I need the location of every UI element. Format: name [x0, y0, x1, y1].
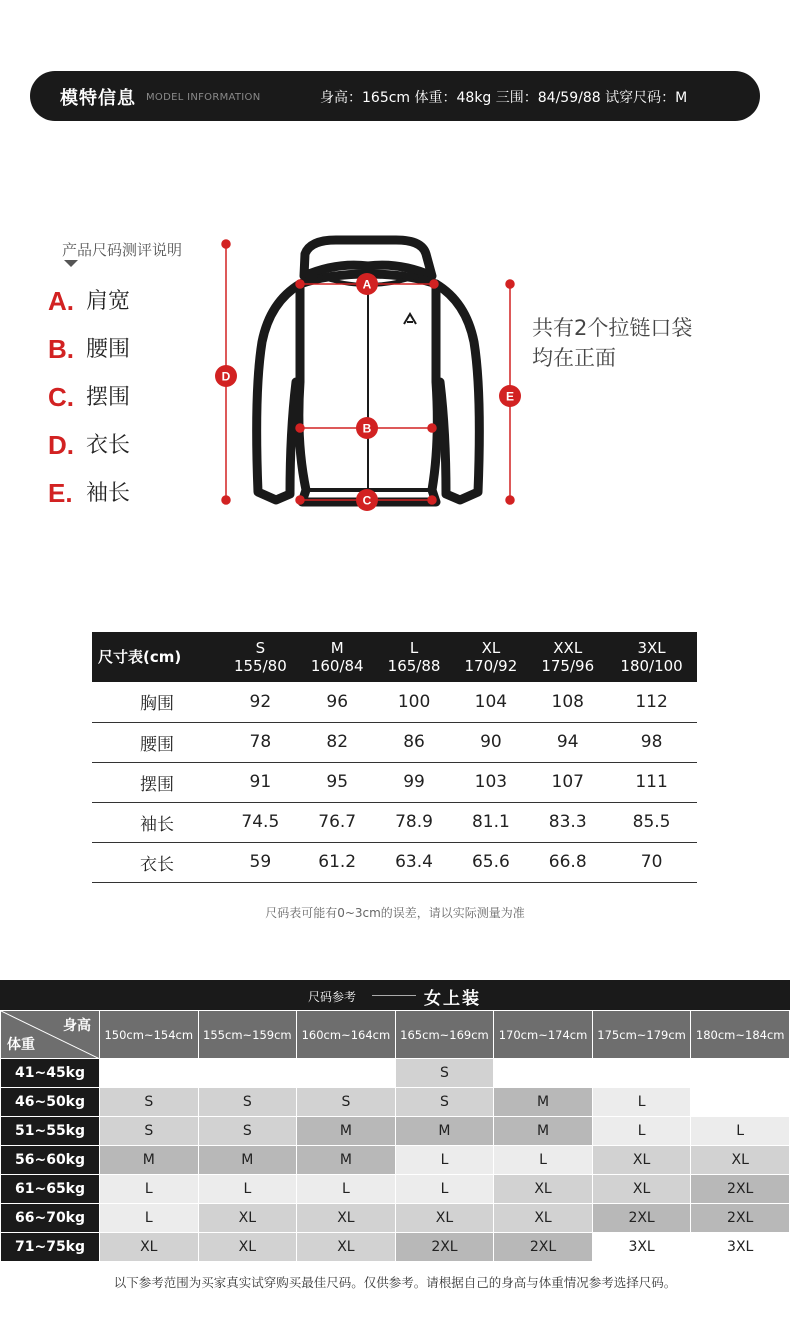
recommended-size-cell — [691, 1059, 790, 1088]
size-chart-header-label: 尺寸表(cm) — [92, 632, 222, 682]
legend-item-b — [48, 332, 130, 365]
size-spec: 180/100 — [620, 657, 683, 675]
size-cell: 63.4 — [376, 842, 453, 882]
recommended-size-cell: S — [395, 1088, 494, 1117]
marker-c-label: C — [362, 493, 372, 508]
size-cell: 111 — [606, 762, 697, 802]
legend-item-e — [48, 476, 130, 509]
reference-row — [1, 1117, 790, 1146]
recommended-size-cell: XL — [297, 1204, 396, 1233]
recommended-size-cell: L — [395, 1146, 494, 1175]
recommended-size-cell: S — [198, 1117, 297, 1146]
legend-item-c — [48, 380, 130, 413]
size-cell: 92 — [222, 682, 299, 722]
reference-row — [1, 1059, 790, 1088]
marker-b-label: B — [362, 421, 372, 436]
size-chart-body — [92, 682, 697, 882]
size-cell: 95 — [299, 762, 376, 802]
measure-dot — [296, 496, 304, 504]
size-column-header — [376, 632, 453, 682]
reference-divider — [372, 995, 416, 996]
measure-dot — [428, 496, 436, 504]
size-chart-row — [92, 682, 697, 722]
recommended-size-cell: M — [494, 1088, 593, 1117]
reference-row — [1, 1146, 790, 1175]
recommended-size-cell: S — [297, 1088, 396, 1117]
size-cell: 78.9 — [376, 802, 453, 842]
recommended-size-cell: M — [198, 1146, 297, 1175]
recommended-size-cell: XL — [592, 1146, 691, 1175]
size-cell: 65.6 — [452, 842, 529, 882]
size-cell: 86 — [376, 722, 453, 762]
corner-height-label: 身高 — [63, 1018, 91, 1034]
marker-a-label: A — [362, 277, 372, 292]
size-column-header — [299, 632, 376, 682]
recommended-size-cell: XL — [297, 1233, 396, 1262]
height-column-header: 170cm~174cm — [494, 1011, 593, 1059]
size-cell: 94 — [529, 722, 606, 762]
recommended-size-cell — [100, 1059, 199, 1088]
legend-name: 腰围 — [86, 337, 131, 362]
height-column-header: 180cm~184cm — [691, 1011, 790, 1059]
recommended-size-cell: XL — [198, 1204, 297, 1233]
recommended-size-cell: S — [100, 1088, 199, 1117]
size-chart-table — [92, 632, 697, 883]
size-chart-row — [92, 762, 697, 802]
size-chart-row — [92, 722, 697, 762]
recommended-size-cell: XL — [494, 1204, 593, 1233]
size-name: XL — [481, 639, 501, 657]
size-cell: 96 — [299, 682, 376, 722]
measure-dot — [222, 240, 230, 248]
recommended-size-cell: 2XL — [691, 1175, 790, 1204]
size-row-label: 腰围 — [92, 722, 222, 762]
caret-down-icon — [64, 260, 78, 267]
pocket-note — [532, 313, 692, 373]
recommended-size-cell — [198, 1059, 297, 1088]
size-name: L — [409, 639, 419, 657]
model-info-bar — [30, 71, 760, 121]
legend-item-a — [48, 284, 130, 317]
measure-dot — [296, 424, 304, 432]
measure-dot — [296, 280, 304, 288]
size-row-label: 袖长 — [92, 802, 222, 842]
reference-header-row — [1, 1011, 790, 1059]
recommended-size-cell: S — [100, 1117, 199, 1146]
size-cell: 70 — [606, 842, 697, 882]
recommended-size-cell: XL — [592, 1175, 691, 1204]
size-cell: 100 — [376, 682, 453, 722]
height-column-header: 150cm~154cm — [100, 1011, 199, 1059]
height-column-header: 155cm~159cm — [198, 1011, 297, 1059]
legend-letter: C. — [48, 382, 74, 412]
size-row-label: 胸围 — [92, 682, 222, 722]
measure-dot — [430, 280, 438, 288]
size-column-header — [222, 632, 299, 682]
recommended-size-cell — [297, 1059, 396, 1088]
recommended-size-cell: M — [494, 1117, 593, 1146]
reference-body — [1, 1059, 790, 1262]
size-cell: 90 — [452, 722, 529, 762]
size-name: 3XL — [637, 639, 666, 657]
size-cell: 103 — [452, 762, 529, 802]
reference-row — [1, 1175, 790, 1204]
recommended-size-cell: L — [592, 1088, 691, 1117]
recommended-size-cell: L — [198, 1175, 297, 1204]
weight-row-header: 51~55kg — [1, 1117, 100, 1146]
size-cell: 78 — [222, 722, 299, 762]
recommended-size-cell: XL — [494, 1175, 593, 1204]
legend-item-d — [48, 428, 130, 461]
model-info-subtitle: MODEL INFORMATION — [146, 92, 261, 103]
size-column-header — [529, 632, 606, 682]
weight-row-header: 71~75kg — [1, 1233, 100, 1262]
size-cell: 98 — [606, 722, 697, 762]
recommended-size-cell: M — [100, 1146, 199, 1175]
recommended-size-cell: 2XL — [592, 1204, 691, 1233]
right-sleeve-shape — [436, 284, 479, 500]
measure-dot — [222, 496, 230, 504]
size-cell: 108 — [529, 682, 606, 722]
measure-dot — [506, 496, 514, 504]
reference-note: 以下参考范围为买家真实试穿购买最佳尺码。仅供参考。请根据自己的身高与体重情况参考选择尺码。 — [113, 1275, 677, 1290]
recommended-size-cell: XL — [100, 1233, 199, 1262]
size-chart-row — [92, 842, 697, 882]
recommended-size-cell: 3XL — [691, 1233, 790, 1262]
recommended-size-cell: XL — [395, 1204, 494, 1233]
recommended-size-cell: L — [691, 1117, 790, 1146]
size-column-header — [606, 632, 697, 682]
size-chart-note: 尺码表可能有0~3cm的误差，请以实际测量为准 — [265, 906, 525, 920]
recommended-size-cell: L — [100, 1175, 199, 1204]
size-spec: 165/88 — [387, 657, 441, 675]
measurement-guide-title: 产品尺码测评说明 — [62, 241, 183, 259]
size-row-label: 衣长 — [92, 842, 222, 882]
legend-letter: D. — [48, 430, 74, 460]
size-spec: 160/84 — [310, 657, 364, 675]
recommended-size-cell: XL — [198, 1233, 297, 1262]
reference-table — [0, 1010, 790, 1262]
height-column-header: 175cm~179cm — [592, 1011, 691, 1059]
weight-row-header: 61~65kg — [1, 1175, 100, 1204]
marker-d-label: D — [221, 369, 231, 384]
recommended-size-cell: M — [297, 1146, 396, 1175]
recommended-size-cell: L — [100, 1204, 199, 1233]
recommended-size-cell — [494, 1059, 593, 1088]
measure-dot — [506, 280, 514, 288]
legend-letter: E. — [48, 478, 73, 508]
legend-letter: B. — [48, 334, 74, 364]
legend-letter: A. — [48, 286, 74, 316]
size-cell: 66.8 — [529, 842, 606, 882]
recommended-size-cell: S — [395, 1059, 494, 1088]
recommended-size-cell: S — [198, 1088, 297, 1117]
reference-corner — [1, 1011, 100, 1059]
recommended-size-cell: 2XL — [494, 1233, 593, 1262]
recommended-size-cell: 2XL — [691, 1204, 790, 1233]
reference-row — [1, 1233, 790, 1262]
reference-row — [1, 1204, 790, 1233]
recommended-size-cell: XL — [691, 1146, 790, 1175]
reference-row — [1, 1088, 790, 1117]
weight-row-header: 56~60kg — [1, 1146, 100, 1175]
size-name: XXL — [553, 639, 583, 657]
size-name: S — [255, 639, 266, 657]
pocket-note-line: 均在正面 — [532, 346, 616, 370]
recommended-size-cell — [592, 1059, 691, 1088]
legend-name: 袖长 — [86, 481, 131, 506]
size-chart-header-row — [92, 632, 697, 682]
size-spec: 155/80 — [233, 657, 287, 675]
size-spec: 175/96 — [541, 657, 595, 675]
size-name: M — [330, 639, 344, 657]
size-cell: 76.7 — [299, 802, 376, 842]
size-cell: 74.5 — [222, 802, 299, 842]
size-column-header — [452, 632, 529, 682]
size-cell: 107 — [529, 762, 606, 802]
size-cell: 83.3 — [529, 802, 606, 842]
recommended-size-cell: L — [494, 1146, 593, 1175]
size-cell: 59 — [222, 842, 299, 882]
weight-row-header: 46~50kg — [1, 1088, 100, 1117]
legend-name: 肩宽 — [86, 289, 131, 314]
size-cell: 104 — [452, 682, 529, 722]
size-spec: 170/92 — [464, 657, 518, 675]
weight-row-header: 66~70kg — [1, 1204, 100, 1233]
recommended-size-cell: L — [592, 1117, 691, 1146]
size-cell: 91 — [222, 762, 299, 802]
reference-category: 女上装 — [424, 989, 481, 1009]
reference-label: 尺码参考 — [308, 990, 357, 1004]
size-cell: 82 — [299, 722, 376, 762]
recommended-size-cell: M — [395, 1117, 494, 1146]
recommended-size-cell: L — [395, 1175, 494, 1204]
recommended-size-cell: 3XL — [592, 1233, 691, 1262]
recommended-size-cell: M — [297, 1117, 396, 1146]
model-info-title: 模特信息 — [60, 88, 136, 109]
height-column-header: 165cm~169cm — [395, 1011, 494, 1059]
marker-e-label: E — [505, 389, 515, 404]
corner-weight-label: 体重 — [7, 1037, 35, 1053]
left-sleeve-shape — [257, 284, 300, 500]
size-cell: 61.2 — [299, 842, 376, 882]
size-cell: 81.1 — [452, 802, 529, 842]
reference-header — [0, 980, 790, 1010]
size-chart-row — [92, 802, 697, 842]
size-row-label: 摆围 — [92, 762, 222, 802]
recommended-size-cell: 2XL — [395, 1233, 494, 1262]
measure-dot — [428, 424, 436, 432]
size-cell: 85.5 — [606, 802, 697, 842]
pocket-note-line: 共有2个拉链口袋 — [532, 316, 693, 340]
jacket-diagram — [210, 232, 530, 522]
model-info-details: 身高：165cm 体重：48kg 三围：84/59/88 试穿尺码：M — [320, 90, 688, 106]
height-column-header: 160cm~164cm — [297, 1011, 396, 1059]
legend-name: 衣长 — [86, 433, 131, 458]
size-cell: 112 — [606, 682, 697, 722]
recommended-size-cell — [691, 1088, 790, 1117]
legend-name: 摆围 — [86, 385, 131, 410]
size-cell: 99 — [376, 762, 453, 802]
recommended-size-cell: L — [297, 1175, 396, 1204]
weight-row-header: 41~45kg — [1, 1059, 100, 1088]
